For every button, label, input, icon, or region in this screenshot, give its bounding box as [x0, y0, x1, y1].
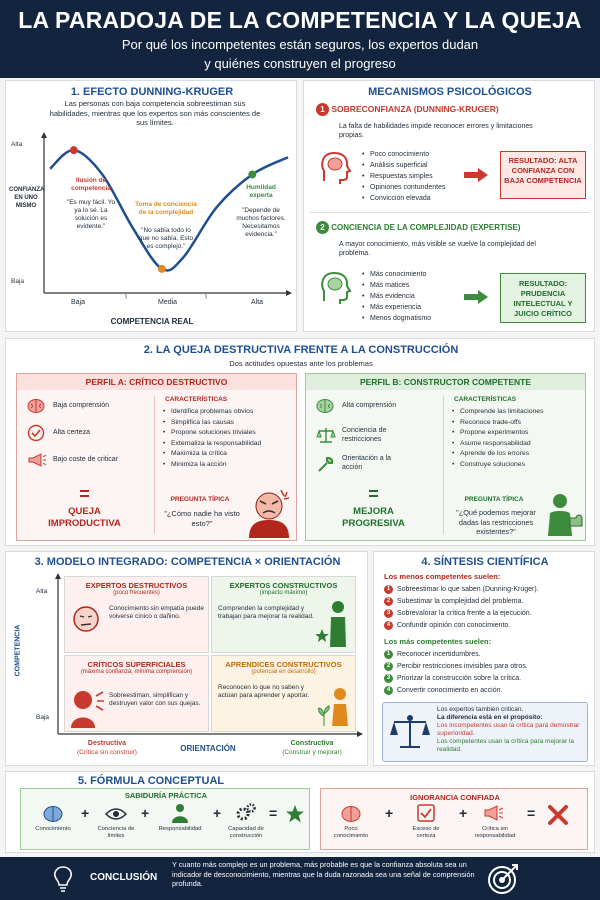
list-item: 1 Reconocer incertidumbres. [384, 650, 592, 659]
list-item: • Aprende de los errores [452, 449, 544, 460]
head-brain-green-icon [316, 269, 354, 307]
quadrant-title: CRÍTICOS SUPERFICIALES [87, 660, 186, 669]
synth-title: 4. SÍNTESIS CIENTÍFICA [421, 556, 549, 568]
list-item: • Más experiencia [362, 302, 431, 313]
model-y-label: COMPETENCIA [14, 624, 22, 677]
dk-y-high: Alta [11, 141, 23, 148]
quadrant-destructive-experts [64, 576, 209, 653]
mech2-number: 2 [316, 221, 329, 234]
angry-person-icon [245, 486, 293, 538]
profile-a-car-list [163, 407, 261, 470]
quadrant-superficial-critics [64, 655, 209, 732]
profile-a-result: QUEJA IMPRODUCTIVA [48, 506, 121, 529]
list-item: • Más evidencia [362, 291, 431, 302]
list-item: 2 Percibir restricciones invisibles para otros. [384, 662, 592, 671]
list-item: • Propone soluciones triviales [163, 428, 261, 439]
synth-more-title: Los más competentes suelen: [384, 637, 492, 646]
quadrant-text: Conocimiento sin empatía puede volverse cínico o dañino. [109, 605, 205, 620]
list-item: 2 Subestimar la complejidad del problema. [384, 597, 592, 606]
profile-b-trait: Conciencia de restricciones [342, 427, 387, 443]
dk-intro: Las personas con baja competencia sobreestiman sus habilidades, mientras que los expertos son más conscientes de sus límites. [49, 99, 261, 127]
list-item: 3 Priorizar la construcción sobre la crítica. [384, 674, 592, 683]
mech2-title: CONCIENCIA DE LA COMPLEJIDAD (EXPERTISE) [331, 223, 521, 232]
list-item: • Construye soluciones [452, 460, 544, 471]
profile-b-car-list [452, 407, 544, 470]
header [0, 0, 600, 78]
megaphone-icon [27, 452, 47, 468]
list-item: 3 Sobrevalorar la crítica frente a la ejecución. [384, 609, 592, 618]
quadrant-constructive-learners [211, 655, 356, 732]
eye-icon [105, 807, 127, 821]
profile-a-trait: Baja comprensión [53, 402, 110, 409]
dk-point-humility [248, 170, 256, 178]
ignorance-title: IGNORANCIA CONFIADA [410, 793, 500, 802]
profile-a-question-title: PREGUNTA TÍPICA [170, 496, 230, 503]
profile-a-trait: Bajo coste de criticar [53, 456, 118, 463]
wisdom-item: Capacidad de construcción [228, 826, 264, 839]
brain-icon [43, 805, 63, 823]
formula-panel [5, 771, 595, 853]
mech1-desc: La falta de habilidades impide reconocer errores y limitaciones propias. [339, 123, 533, 139]
list-item: • Análisis superficial [362, 160, 446, 171]
model-panel [5, 551, 368, 766]
profile-b-equals: = [368, 484, 379, 504]
wisdom-box [20, 788, 310, 850]
profile-a-trait: Alta certeza [53, 429, 90, 436]
megaphone-icon [483, 804, 505, 822]
dk-y-low: Baja [11, 278, 25, 285]
model-x-left-sub: (Crítica sin construir) [77, 749, 137, 756]
synth-box-line4: Los competentes usan la crítica para mejorar la realidad. [437, 738, 574, 753]
list-item: • Comprende las limitaciones [452, 407, 544, 418]
mech1-number: 1 [316, 103, 329, 116]
quadrant-title: APRENDICES CONSTRUCTIVOS [225, 660, 342, 669]
mech1-list [362, 149, 446, 204]
mechanisms-panel [303, 80, 595, 332]
formula-title: 5. FÓRMULA CONCEPTUAL [77, 775, 225, 787]
profile-b-question: "¿Qué podemos mejorar dadas las restricciones existentes?" [456, 508, 536, 536]
list-item: • Externaliza la responsabilidad [163, 439, 261, 450]
list-item: • Convicción elevada [362, 193, 446, 204]
list-item: • Maximiza la crítica [163, 449, 261, 460]
synth-box-line2: La diferencia está en el propósito: [437, 714, 543, 721]
checkbox-icon [417, 804, 435, 822]
queja-title: 2. LA QUEJA DESTRUCTIVA FRENTE A LA CONSTRUCCIÓN [143, 344, 459, 356]
conclusion-label: CONCLUSIÓN [90, 872, 158, 883]
list-item: • Reconoce trade-offs [452, 418, 544, 429]
gears-icon [235, 803, 257, 823]
dk-p1-quote: "Es muy fácil. Yo ya lo sé. La solución es evidente." [66, 199, 116, 230]
list-item: 4 Convertir conocimiento en acción. [384, 686, 592, 695]
ignorance-item: Poco conocimiento [333, 826, 369, 839]
model-title: 3. MODELO INTEGRADO: COMPETENCIA × ORIENTACIÓN [34, 556, 341, 568]
list-item: • Más matices [362, 280, 431, 291]
list-item: • Opiniones contundentes [362, 182, 446, 193]
quadrant-constructive-experts [211, 576, 356, 653]
list-item: • Propone experimentos [452, 428, 544, 439]
synthesis-panel [373, 551, 595, 766]
balance-scale-icon [389, 713, 431, 751]
profile-a-equals: = [79, 484, 90, 504]
dk-x-label: COMPETENCIA REAL [110, 317, 194, 326]
shouting-person-icon [69, 688, 105, 728]
page-subtitle-1: Por qué los incompetentes están seguros, los expertos dudan [121, 37, 479, 52]
model-x-label: ORIENTACIÓN [180, 744, 236, 753]
list-item: • Respuestas simples [362, 171, 446, 182]
wisdom-title: SABIDURÍA PRÁCTICA [124, 791, 208, 800]
synth-more-list [384, 650, 592, 698]
expert-with-star-icon [316, 599, 352, 649]
wrench-icon [316, 456, 334, 474]
head-brain-red-icon [316, 149, 354, 187]
lightbulb-icon [52, 865, 74, 893]
list-item: • Minimiza la acción [163, 460, 261, 471]
plus-sign: + [141, 805, 150, 821]
model-y-high: Alta [36, 588, 48, 595]
dunning-kruger-panel [5, 80, 297, 332]
puzzle-person-icon [546, 492, 584, 536]
quadrant-text: Reconocen lo que no saben y actúan para aprender y aportar. [218, 684, 310, 699]
queja-panel [5, 338, 595, 546]
dk-p1-title: Ilusión de competencia [71, 177, 111, 192]
model-x-right: Constructiva [290, 740, 334, 747]
conclusion-text: Y cuanto más complejo es un problema, más probable es que la confianza absoluta sea un indicador de desconocimiento, mientras que la duda razonada sea una señal de comprensión profunda. [172, 860, 475, 888]
page-title: LA PARADOJA DE LA COMPETENCIA Y LA QUEJA [18, 7, 582, 33]
quadrant-title: EXPERTOS CONSTRUCTIVOS [229, 581, 338, 590]
profile-a-car-title: CARACTERÍSTICAS [165, 396, 228, 403]
brain-icon [341, 805, 361, 823]
profile-b-card [305, 373, 586, 541]
profile-a-question: "¿Cómo nadie ha visto esto?" [164, 509, 240, 528]
ignorance-item: Exceso de certeza [412, 826, 440, 839]
mech1-result: RESULTADO: ALTA CONFIANZA CON BAJA COMPETENCIA [500, 151, 586, 199]
list-item: 4 Confundir opinión con conocimiento. [384, 621, 592, 630]
dk-p2-title: Toma de conciencia de la complejidad [135, 201, 197, 216]
star-icon [285, 804, 305, 824]
mech-title: MECANISMOS PSICOLÓGICOS [368, 86, 532, 98]
target-icon [486, 862, 520, 896]
cross-icon [547, 804, 569, 826]
brain-icon [316, 398, 334, 414]
synth-less-title: Los menos competentes suelen: [384, 572, 501, 581]
quadrant-text: Sobreestiman, simplifican y destruyen valor con sus quejas. [109, 692, 201, 707]
dk-x-tick-high: Alta [251, 299, 264, 306]
model-y-low: Baja [36, 714, 50, 721]
profile-b-result: MEJORA PROGRESIVA [342, 506, 405, 529]
dk-p2-quote: "No sabía todo lo que no sabía. Esto es complejo." [138, 227, 194, 250]
check-circle-icon [27, 424, 45, 442]
queja-subtitle: Dos actitudes opuestas ante los problemas [229, 359, 373, 368]
list-item: • Menos dogmatismo [362, 313, 431, 324]
plus-sign: + [81, 805, 90, 821]
person-icon [171, 803, 189, 823]
wisdom-item: Responsabilidad [158, 826, 202, 832]
learner-plant-icon [316, 684, 352, 728]
wisdom-item: Conocimiento [35, 826, 71, 832]
plus-sign: + [213, 805, 222, 821]
synth-box-line3: Los incompetentes usan la crítica para demostrar superioridad. [437, 722, 580, 737]
list-item: • Poco conocimiento [362, 149, 446, 160]
list-item: • Identifica problemas obvios [163, 407, 261, 418]
profile-b-trait: Alta comprensión [342, 402, 397, 409]
mech1-title: SOBRECONFIANZA (DUNNING-KRUGER) [331, 104, 499, 114]
profile-a-title: PERFIL A: CRÍTICO DESTRUCTIVO [17, 374, 296, 390]
list-item: 1 Sobreestimar lo que saben (Dunning-Kruger). [384, 585, 592, 594]
equals-sign: = [269, 805, 278, 821]
profile-b-question-title: PREGUNTA TÍPICA [464, 496, 524, 503]
list-item: • Más conocimiento [362, 269, 431, 280]
conclusion-bar [0, 857, 600, 900]
plus-sign: + [459, 805, 468, 821]
brain-icon [27, 398, 45, 414]
list-item: • Asume responsabilidad [452, 439, 544, 450]
model-x-left: Destructiva [87, 740, 127, 747]
profile-b-trait: Orientación a la acción [342, 455, 392, 471]
wisdom-item: Conciencia de límites [97, 826, 135, 839]
profile-a-card [16, 373, 297, 541]
quadrant-title: EXPERTOS DESTRUCTIVOS [85, 581, 188, 590]
mech2-result: RESULTADO: PRUDENCIA INTELECTUAL Y JUICIO CRÍTICO [500, 273, 586, 323]
equals-sign: = [527, 805, 536, 821]
quadrant-subtitle: (impacto máximo) [259, 590, 308, 596]
dk-title: 1. EFECTO DUNNING-KRUGER [70, 86, 234, 98]
ignorance-item: Crítica sin responsabilidad [474, 826, 516, 839]
dk-p3-title: Humildad experta [246, 184, 276, 199]
ignorance-box [320, 788, 588, 850]
model-x-right-sub: (Construir y mejorar) [282, 749, 342, 756]
profile-b-car-title: CARACTERÍSTICAS [454, 396, 517, 403]
quadrant-subtitle: (máxima confianza, mínima comprensión) [80, 669, 193, 675]
synth-box-line1: Los expertos también critican. [437, 706, 524, 713]
mech2-desc: A mayor conocimiento, más visible se vuelve la complejidad del problema. [339, 241, 536, 257]
plus-sign: + [385, 805, 394, 821]
list-item: • Simplifica las causas [163, 418, 261, 429]
page-subtitle-2: y quiénes construyen el progreso [204, 56, 396, 71]
scales-icon [316, 426, 336, 444]
arrow-right-icon [464, 168, 488, 182]
profile-b-title: PERFIL B: CONSTRUCTOR COMPETENTE [306, 374, 585, 390]
mech2-list [362, 269, 431, 324]
dk-point-illusion [70, 146, 78, 154]
arrow-right-icon [464, 290, 488, 304]
quadrant-subtitle: (poco frecuentes) [113, 590, 160, 596]
synth-box [382, 702, 588, 762]
cynical-face-icon [71, 603, 101, 639]
dk-point-awareness [158, 265, 166, 273]
dk-x-tick-mid: Media [158, 299, 178, 306]
quadrant-text: Comprenden la complejidad y trabajan para mejorar la realidad. [218, 605, 314, 620]
synth-less-list [384, 585, 592, 633]
dk-y-label: CONFIANZA EN UNO MISMO [9, 187, 45, 209]
quadrant-subtitle: (potencial en desarrollo) [251, 669, 316, 675]
dk-x-tick-low: Baja [71, 299, 86, 306]
dk-p3-quote: "Depende de muchos factores. Necesitamos evidencia." [236, 207, 286, 238]
